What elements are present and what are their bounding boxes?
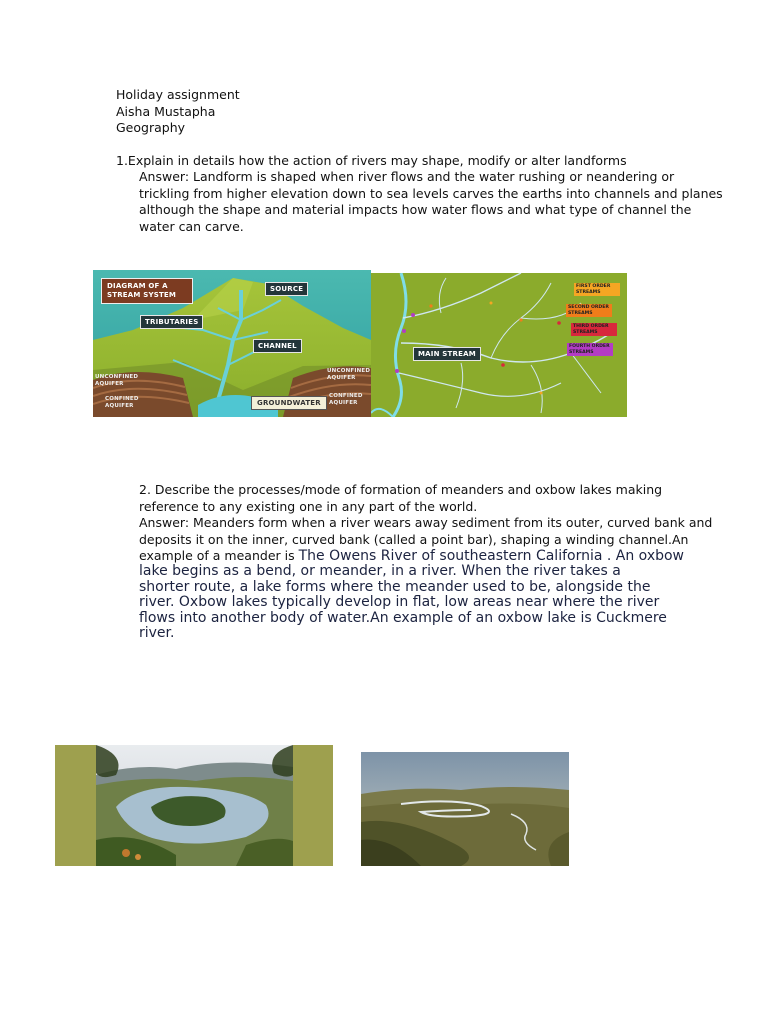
legend-second-order: SECOND ORDER STREAMS [566, 304, 612, 317]
answer-2 [139, 515, 712, 642]
answer-2-small-text: example of a meander is [139, 548, 299, 563]
question-1: 1.Explain in details how the action of rivers may shape, modify or alter landforms [116, 153, 627, 168]
answer-1-line: trickling from higher elevation down to sea levels carves the earths into channels and planes [139, 185, 723, 201]
question-2-line: reference to any existing one in any part of the world. [139, 498, 478, 514]
subject: Geography [116, 120, 186, 135]
legend-third-order: THIRD ORDER STREAMS [571, 323, 617, 336]
question-2 [139, 482, 662, 515]
stream-order-map [371, 273, 627, 417]
label-unconfined-aquifer-right: UNCONFINED AQUIFER [327, 368, 371, 381]
label-groundwater: GROUNDWATER [251, 396, 327, 410]
label-tributaries: TRIBUTARIES [140, 315, 203, 329]
answer-1-line: although the shape and material impacts how water flows and what type of channel the [139, 202, 692, 217]
question-2-line: 2. Describe the processes/mode of formation of meanders and oxbow lakes making [139, 482, 663, 497]
assignment-title: Holiday assignment [116, 87, 240, 102]
answer-2-line: deposits it on the inner, curved bank (called a point bar), shaping a winding channel.An [139, 531, 689, 547]
diagram-title: DIAGRAM OF A STREAM SYSTEM [101, 278, 193, 304]
answer-2-large-line: river. [139, 625, 175, 642]
oxbow-lake-photo [361, 752, 569, 866]
label-unconfined-aquifer-left: UNCONFINED AQUIFER [95, 374, 139, 387]
answer-2-large-text: The Owens River of southeastern California . An oxbow [298, 548, 685, 564]
answer-2-line-mixed [139, 548, 712, 564]
answer-2-large-line: river. Oxbow lakes typically develop in flat, low areas near where the river [139, 594, 660, 611]
answer-2-large-line: flows into another body of water.An example of an oxbow lake is Cuckmere [139, 609, 667, 626]
label-main-stream: MAIN STREAM [413, 347, 481, 361]
label-confined-aquifer-right: CONFINED AQUIFER [329, 393, 363, 406]
label-source: SOURCE [265, 282, 308, 296]
answer-1-line: water can carve. [139, 218, 244, 234]
oxbow-lake-photo-image [361, 752, 569, 866]
answer-2-large-line: shorter route, a lake forms where the meander used to be, alongside the [139, 578, 651, 595]
meander-photo [55, 745, 333, 866]
answer-1 [139, 169, 723, 235]
answer-2-line: Answer: Meanders form when a river wears away sediment from its outer, curved bank and [139, 515, 713, 530]
answer-1-line: Answer: Landform is shaped when river flows and the water rushing or neandering or [139, 169, 675, 184]
legend-first-order: FIRST ORDER STREAMS [574, 283, 620, 296]
meander-photo-image [96, 745, 293, 866]
label-confined-aquifer-left: CONFINED AQUIFER [105, 396, 139, 409]
student-name: Aisha Mustapha [116, 104, 216, 119]
legend-fourth-order: FOURTH ORDER STREAMS [567, 343, 613, 356]
stream-system-diagram [93, 270, 371, 417]
label-channel: CHANNEL [253, 339, 302, 353]
answer-2-large-line: lake begins as a bend, or meander, in a river. When the river takes a [139, 563, 621, 579]
